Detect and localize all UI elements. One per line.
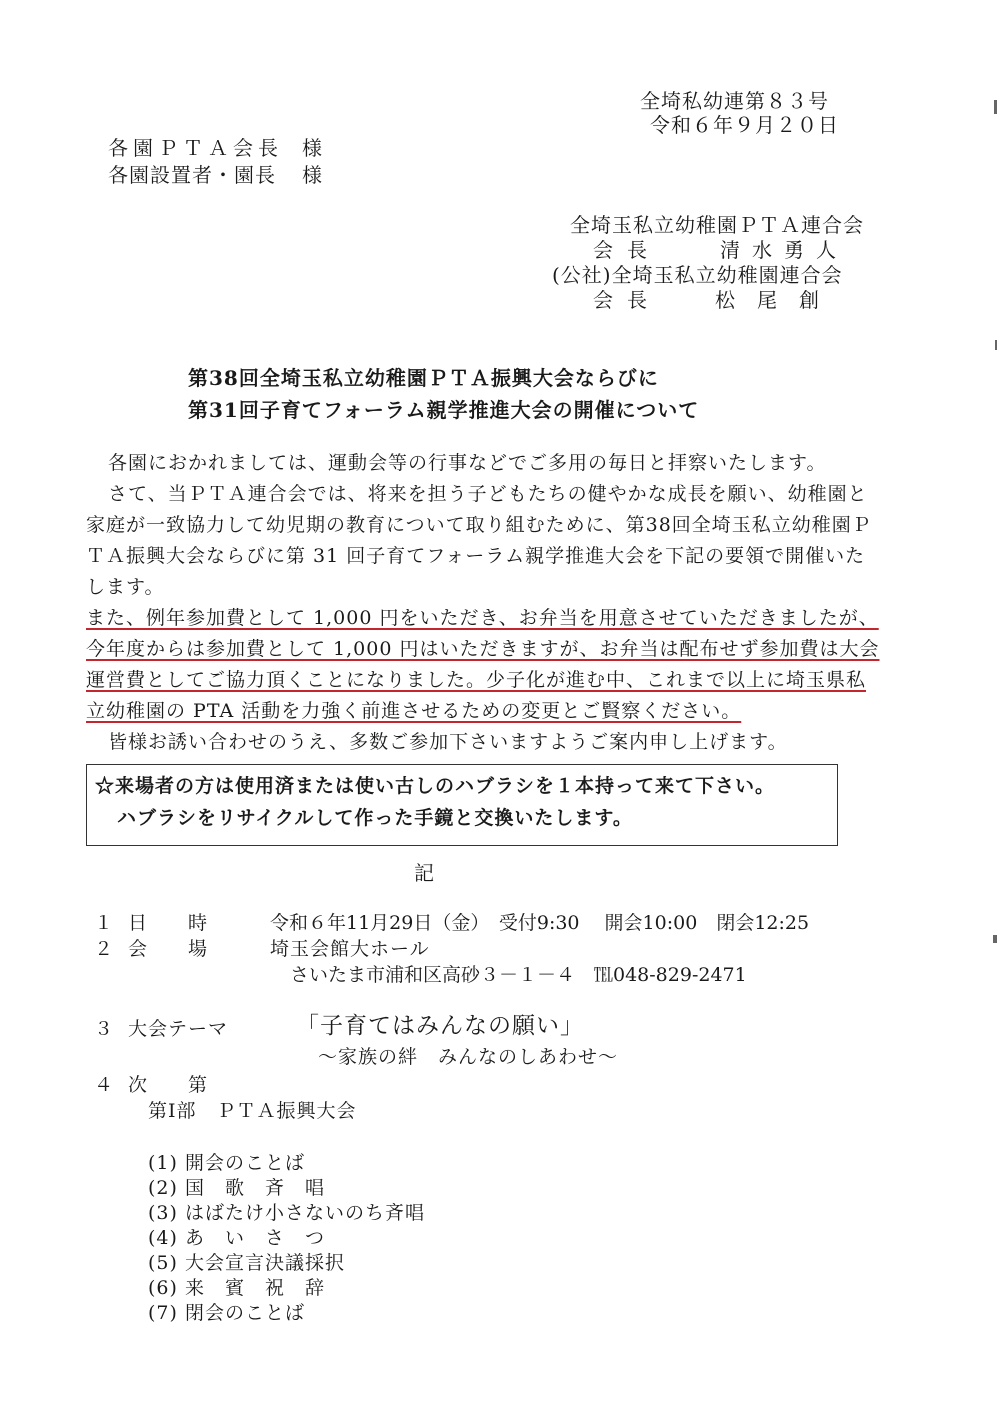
sender-role: 会長 xyxy=(593,238,661,262)
detail-label-theme: 大会テーマ xyxy=(128,1018,229,1040)
program-item-text: 閉会のことば xyxy=(184,1302,305,1324)
body-paragraph-2-line: さて、当ＰＴＡ連合会では、将来を担う子どもたちの健やかな成長を願い、幼稚園と xyxy=(108,483,868,505)
body-paragraph-3-line: 運営費としてご協力頂くことになりました。少子化が進む中、これまで以上に埼玉県私 xyxy=(86,669,867,691)
program-part-heading: 第Ⅰ部 ＰＴＡ振興大会 xyxy=(148,1100,357,1122)
theme-sub: ～家族の絆 みんなのしあわせ～ xyxy=(318,1046,619,1068)
program-item xyxy=(148,1150,305,1176)
program-item-text: 来 賓 祝 辞 xyxy=(184,1277,325,1299)
program-item-number: (3) xyxy=(148,1202,178,1224)
scan-artifact xyxy=(993,935,997,943)
detail-label-venue: 会 場 xyxy=(128,938,209,960)
body-paragraph-3-line: 立幼稚園の PTA 活動を力強く前進させるための変更とご賢察ください。 xyxy=(86,700,742,722)
detail-value-venue: 埼玉会館大ホール xyxy=(270,938,430,960)
recipient-name: 各園ＰＴＡ会長 xyxy=(108,136,283,160)
recipient-director xyxy=(108,162,276,189)
notice-line-2: ハブラシをリサイクルして作った手鏡と交換いたします。 xyxy=(117,807,633,829)
detail-number: ４ xyxy=(94,1074,115,1096)
recipient-honorific: 様 xyxy=(302,136,323,160)
program-item-text: はばたけ小さないのち斉唱 xyxy=(184,1202,425,1224)
program-item xyxy=(148,1200,425,1226)
theme-main: 「子育てはみんなの願い」 xyxy=(296,1013,584,1039)
detail-number: ２ xyxy=(94,938,115,960)
document-number: 全埼私幼連第８３号 xyxy=(640,89,829,113)
document-date: 令和６年９月２０日 xyxy=(650,113,839,137)
program-item xyxy=(148,1275,325,1301)
detail-number: ３ xyxy=(94,1018,115,1040)
body-paragraph-2-line: 家庭が一致協力して幼児期の教育について取り組むために、第38回全埼玉私立幼稚園Ｐ xyxy=(86,514,872,536)
body-paragraph-2-line: します。 xyxy=(86,576,165,598)
sender-role: 会長 xyxy=(593,288,661,312)
program-item xyxy=(148,1225,325,1251)
body-paragraph-2-line: ＴＡ振興大会ならびに第 31 回子育てフォーラム親学推進大会を下記の要領で開催いた xyxy=(86,545,866,567)
program-item-number: (4) xyxy=(148,1227,178,1249)
title-line-2: 第31回子育てフォーラム親学推進大会の開催について xyxy=(188,398,700,422)
sender-name: 清水勇人 xyxy=(720,238,848,262)
body-paragraph-3-line: また、例年参加費として 1,000 円をいただき、お弁当を用意させていただきましたが、 xyxy=(86,607,879,629)
detail-label-program: 次 第 xyxy=(128,1074,209,1096)
program-item-text: 開会のことば xyxy=(184,1152,305,1174)
program-item-text: 国 歌 斉 唱 xyxy=(184,1177,325,1199)
sender-org-pta: 全埼玉私立幼稚園ＰＴＡ連合会 xyxy=(570,213,864,237)
program-item xyxy=(148,1250,345,1276)
sender-org-kindergarten: (公社)全埼玉私立幼稚園連合会 xyxy=(552,263,843,287)
detail-venue-address: さいたま市浦和区高砂３－１－４ ℡048-829-2471 xyxy=(290,964,747,986)
body-paragraph-3-line: 今年度からは参加費として 1,000 円はいただきますが、お弁当は配布せず参加費は大会 xyxy=(86,638,880,660)
program-item-number: (5) xyxy=(148,1252,178,1274)
title-line-1: 第38回全埼玉私立幼稚園ＰＴＡ振興大会ならびに xyxy=(188,366,659,390)
scan-artifact xyxy=(995,340,997,350)
detail-label-datetime: 日 時 xyxy=(128,912,209,934)
ki-marker: 記 xyxy=(414,861,435,885)
body-paragraph-4: 皆様お誘い合わせのうえ、多数ご参加下さいますようご案内申し上げます。 xyxy=(108,731,788,753)
program-item-text: あ い さ つ xyxy=(184,1227,325,1249)
program-item-number: (2) xyxy=(148,1177,178,1199)
recipient-honorific: 様 xyxy=(302,163,323,187)
body-paragraph-1: 各園におかれましては、運動会等の行事などでご多用の毎日と拝察いたします。 xyxy=(108,452,827,474)
detail-number: １ xyxy=(94,912,115,934)
notice-line-1: ☆来場者の方は使用済または使い古しのハブラシを１本持って来て下さい。 xyxy=(95,775,776,797)
recipient-name: 各園設置者・園長 xyxy=(108,163,276,187)
notice-box xyxy=(86,764,838,846)
detail-value-datetime: 令和６年11月29日（金） 受付9:30 開会10:00 閉会12:25 xyxy=(270,912,810,934)
program-item xyxy=(148,1175,325,1201)
program-item-number: (1) xyxy=(148,1152,178,1174)
recipient-pta-chair xyxy=(108,135,283,162)
program-item-number: (7) xyxy=(148,1302,178,1324)
program-item-text: 大会宣言決議採択 xyxy=(184,1252,345,1274)
program-item-number: (6) xyxy=(148,1277,178,1299)
program-item xyxy=(148,1300,305,1326)
sender-name: 松尾創 xyxy=(715,288,841,312)
scan-artifact xyxy=(994,100,997,114)
